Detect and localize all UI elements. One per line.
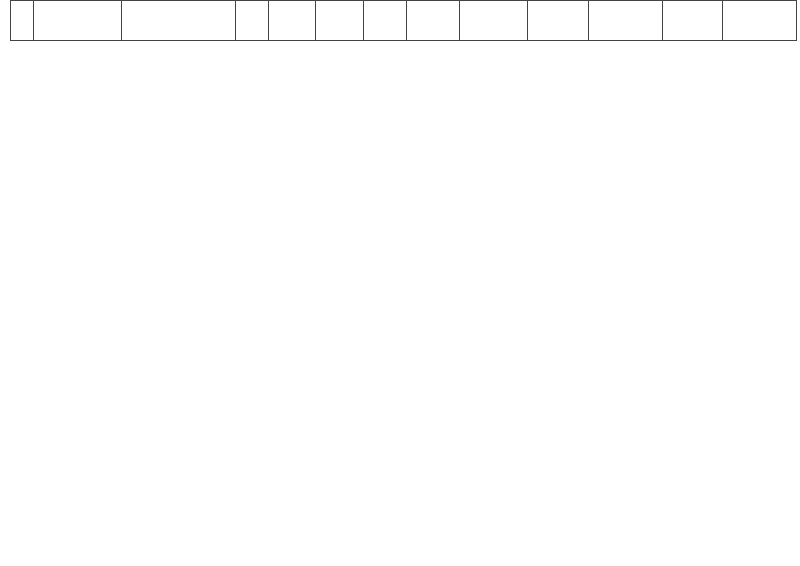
header-note [723,1,797,41]
table-header [11,1,797,41]
header-image [34,1,122,41]
header-door [269,1,316,41]
header-p5 [589,1,663,41]
header-p2 [407,1,460,41]
header-p1 [364,1,407,41]
header-p4 [528,1,589,41]
header-hardware [316,1,364,41]
header-p3 [460,1,528,41]
header-no [11,1,34,41]
price-table [10,0,797,41]
header-free-paint [236,1,269,41]
header-p6 [663,1,723,41]
header-type-material [122,1,236,41]
